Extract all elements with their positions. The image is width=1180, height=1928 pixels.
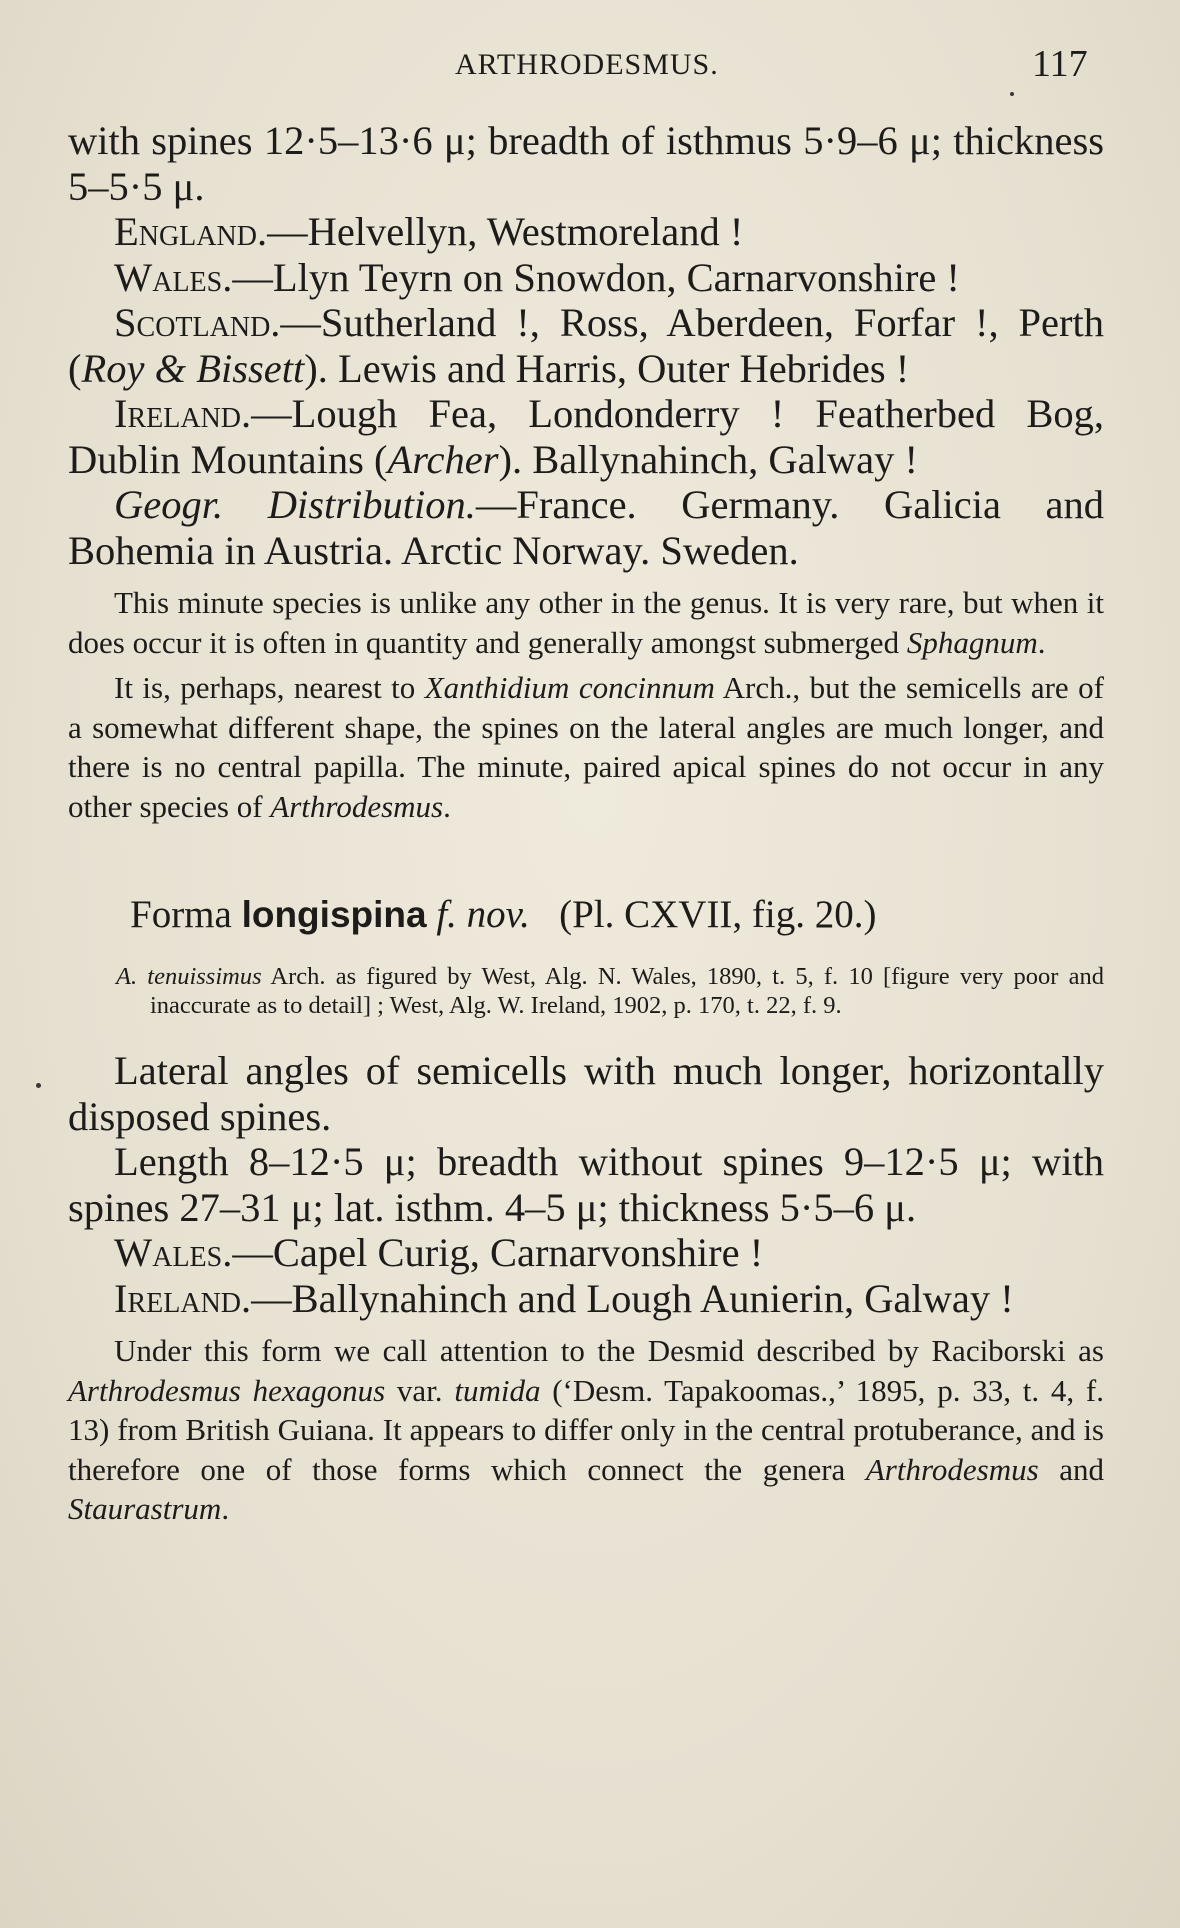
- form-measurements: Length 8–12·5 μ; breadth without spines 9–12·5 μ; with spines 27–31 μ; lat. isthm. 4–5 μ; thickness 5·5–6 μ.: [68, 1139, 1104, 1230]
- variety-name: tumida: [454, 1372, 541, 1408]
- forma-heading: [130, 892, 1104, 938]
- distribution-text: —France. Germany. Galicia and Bohemia in Austria. Arctic Norway. Sweden.: [68, 482, 1104, 573]
- remark-text: Arch., but the semicells are of a somewhat different shape, the spines on the lateral angles are much longer, and there is no central papilla. The minute, paired apical spines do not occur in any other species of: [68, 670, 1104, 824]
- plate-reference: (Pl. CXVII, fig. 20.): [559, 893, 877, 936]
- remark-paragraph: [68, 668, 1104, 826]
- locality-text: —Helvellyn, Westmoreland !: [267, 209, 744, 254]
- locality-text: —Sutherland !, Ross, Aberdeen, Forfar !, Perth (: [68, 300, 1104, 391]
- running-title: ARTHRODESMUS.: [455, 48, 719, 81]
- form-description: Lateral angles of semicells with much longer, horizontally disposed spines.: [68, 1048, 1104, 1139]
- ink-speck: [36, 1083, 41, 1088]
- locality-text: —Lough Fea, Londonderry ! Featherbed Bog, Dublin Mountains (: [68, 391, 1104, 482]
- remark-paragraph: [68, 1331, 1104, 1529]
- locality-scotland: [68, 300, 1104, 391]
- locality-text: —Ballynahinch and Lough Aunierin, Galway !: [251, 1275, 1014, 1321]
- remark-text: Under this form we call attention to the Desmid described by Raciborski as: [114, 1333, 1104, 1368]
- genus-name: Staurastrum: [68, 1491, 222, 1526]
- remark-text: This minute species is unlike any other in the genus. It is very rare, but when it does occur it is often in quantity and generally amongst submerged: [68, 585, 1104, 660]
- region-label: Ireland.: [114, 1275, 252, 1321]
- remark-text: var.: [385, 1372, 455, 1408]
- remark-text: .: [1037, 624, 1046, 660]
- region-label: Ireland.: [114, 391, 252, 436]
- running-head: [0, 42, 1180, 92]
- page-body: [68, 118, 1104, 1529]
- locality-text: —Llyn Teyrn on Snowdon, Carnarvonshire !: [232, 254, 960, 300]
- citation-text: Arch. as figured by West, Alg. N. Wales, 1890, t. 5, f. 10 [figure very poor and inaccurate as to detail] ; West, Alg. W. Ireland, 1902, p. 170, t. 22, f. 9.: [150, 963, 1104, 1019]
- forma-name: longispina: [241, 894, 427, 935]
- collector-name: Archer: [387, 436, 499, 482]
- species-name: Arthrodesmus hexagonus: [68, 1372, 386, 1408]
- locality-ireland: [68, 391, 1104, 482]
- remark-paragraph: [68, 583, 1104, 662]
- locality-text: ). Ballynahinch, Galway !: [498, 436, 918, 482]
- region-label: Scotland.: [114, 300, 281, 345]
- synonymy-citation: [116, 962, 1104, 1020]
- page-number: 117: [1032, 43, 1088, 85]
- locality-wales: [68, 1230, 1104, 1276]
- locality-text: ). Lewis and Harris, Outer Hebrides !: [304, 345, 910, 391]
- ink-speck: [1010, 92, 1014, 96]
- genus-name: Arthrodesmus: [270, 788, 444, 824]
- remark-text: and: [1038, 1451, 1105, 1487]
- region-label: Wales.: [114, 254, 233, 300]
- distribution-label: Geogr. Distribution.: [114, 482, 476, 527]
- paragraph-dimensions: with spines 12·5–13·6 μ; breadth of isthmus 5·9–6 μ; thickness 5–5·5 μ.: [68, 118, 1104, 209]
- forma-status: f. nov.: [436, 893, 530, 936]
- locality-wales: [68, 255, 1104, 301]
- remark-text: (‘Desm. Tapakoomas.,’ 1895, p. 33, t. 4, f. 13) from British Guiana. It appears to differ only in the central protuberance, and is therefore one of those forms which connect the genera: [68, 1372, 1104, 1487]
- locality-england: [68, 209, 1104, 255]
- forma-prefix: Forma: [130, 893, 232, 936]
- locality-text: —Capel Curig, Carnarvonshire !: [232, 1230, 764, 1275]
- remark-text: It is, perhaps, nearest to: [114, 670, 425, 705]
- collector-name: Roy & Bissett: [81, 345, 305, 391]
- remark-text: .: [221, 1491, 230, 1526]
- region-label: Wales.: [114, 1230, 233, 1275]
- region-label: England.: [114, 209, 268, 254]
- remark-text: .: [443, 788, 451, 824]
- species-name: Xanthidium concinnum: [424, 670, 715, 705]
- synonym-name: A. tenuissimus: [116, 963, 262, 990]
- genus-name: Sphagnum: [906, 624, 1038, 660]
- locality-ireland: [68, 1276, 1104, 1322]
- genus-name: Arthrodesmus: [865, 1451, 1039, 1487]
- geographic-distribution: [68, 482, 1104, 573]
